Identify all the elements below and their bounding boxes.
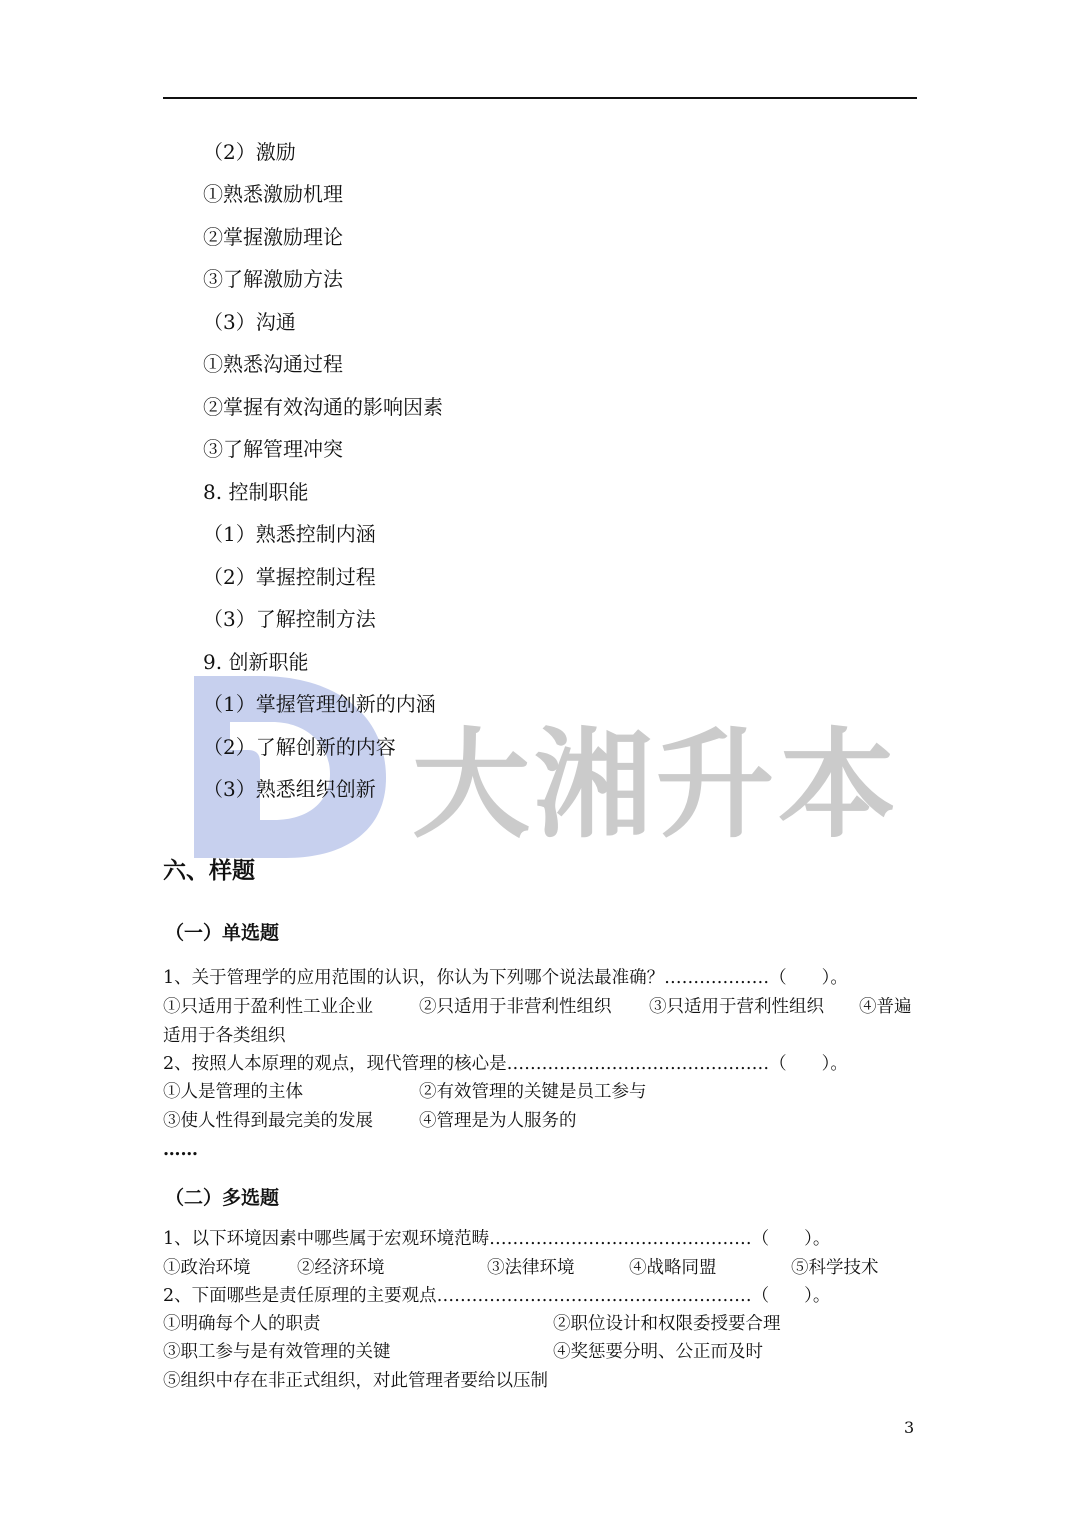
option: ③使人性得到最完美的发展 xyxy=(163,1111,373,1131)
option: ③法律环境 xyxy=(487,1258,575,1278)
option: ③只适用于营利性组织 xyxy=(649,997,824,1017)
option: ③职工参与是有效管理的关键 xyxy=(163,1342,391,1362)
question-text: 1、关于管理学的应用范围的认识，你认为下列哪个说法最准确？………………（ ）。 xyxy=(163,968,848,988)
option: ①只适用于盈利性工业企业 xyxy=(163,997,373,1017)
question-options xyxy=(163,1080,647,1104)
multi-choice-heading: （二）多选题 xyxy=(165,1187,280,1209)
option: ①政治环境 xyxy=(163,1258,251,1278)
question-text: 1、以下环境因素中哪些属于宏观环境范畴………………………………………（ ）。 xyxy=(163,1229,831,1249)
outline-line: ③了解激励方法 xyxy=(203,267,343,291)
option: ②只适用于非营利性组织 xyxy=(419,997,612,1017)
question-options xyxy=(163,1256,879,1280)
option-continuation: 适用于各类组织 xyxy=(163,1026,286,1046)
option: ②职位设计和权限委授要合理 xyxy=(553,1314,781,1334)
option: ②有效管理的关键是员工参与 xyxy=(419,1082,647,1102)
outline-line: （1）掌握管理创新的内涵 xyxy=(203,692,436,716)
ellipsis: …… xyxy=(163,1140,198,1160)
outline-line: ①熟悉沟通过程 xyxy=(203,352,343,376)
outline-line: （2）了解创新的内容 xyxy=(203,735,396,759)
page-number: 3 xyxy=(904,1418,915,1437)
outline-line: ②掌握激励理论 xyxy=(203,225,343,249)
option: ⑤组织中存在非正式组织，对此管理者要给以压制 xyxy=(163,1371,548,1391)
outline-line: 8. 控制职能 xyxy=(203,480,309,504)
option: ④战略同盟 xyxy=(629,1258,717,1278)
question-options xyxy=(163,1109,577,1133)
question-options xyxy=(163,1312,781,1336)
question-text: 2、下面哪些是责任原理的主要观点………………………………………………（ ）。 xyxy=(163,1286,831,1306)
option: ④奖惩要分明、公正而及时 xyxy=(553,1342,763,1362)
watermark-text: 大湘升本 xyxy=(412,716,901,854)
option: ①明确每个人的职责 xyxy=(163,1314,321,1334)
header-rule xyxy=(163,97,917,99)
question-options xyxy=(163,1340,763,1364)
outline-line: ②掌握有效沟通的影响因素 xyxy=(203,395,443,419)
outline-line: （3）了解控制方法 xyxy=(203,607,376,631)
outline-line: （1）熟悉控制内涵 xyxy=(203,522,376,546)
section-title: 六、样题 xyxy=(163,858,255,884)
outline-line: ①熟悉激励机理 xyxy=(203,182,343,206)
option: ④管理是为人服务的 xyxy=(419,1111,577,1131)
outline-line: （3）熟悉组织创新 xyxy=(203,777,376,801)
option: ⑤科学技术 xyxy=(791,1258,879,1278)
outline-line: 9. 创新职能 xyxy=(203,650,309,674)
option: ④普遍 xyxy=(859,997,912,1017)
outline-line: ③了解管理冲突 xyxy=(203,437,343,461)
option: ②经济环境 xyxy=(297,1258,385,1278)
outline-line: （3）沟通 xyxy=(203,310,296,334)
option: ①人是管理的主体 xyxy=(163,1082,303,1102)
question-text: 2、按照人本原理的观点，现代管理的核心是………………………………………（ ）。 xyxy=(163,1054,848,1074)
outline-line: （2）激励 xyxy=(203,140,296,164)
single-choice-heading: （一）单选题 xyxy=(165,922,280,944)
outline-line: （2）掌握控制过程 xyxy=(203,565,376,589)
question-options xyxy=(163,995,912,1019)
